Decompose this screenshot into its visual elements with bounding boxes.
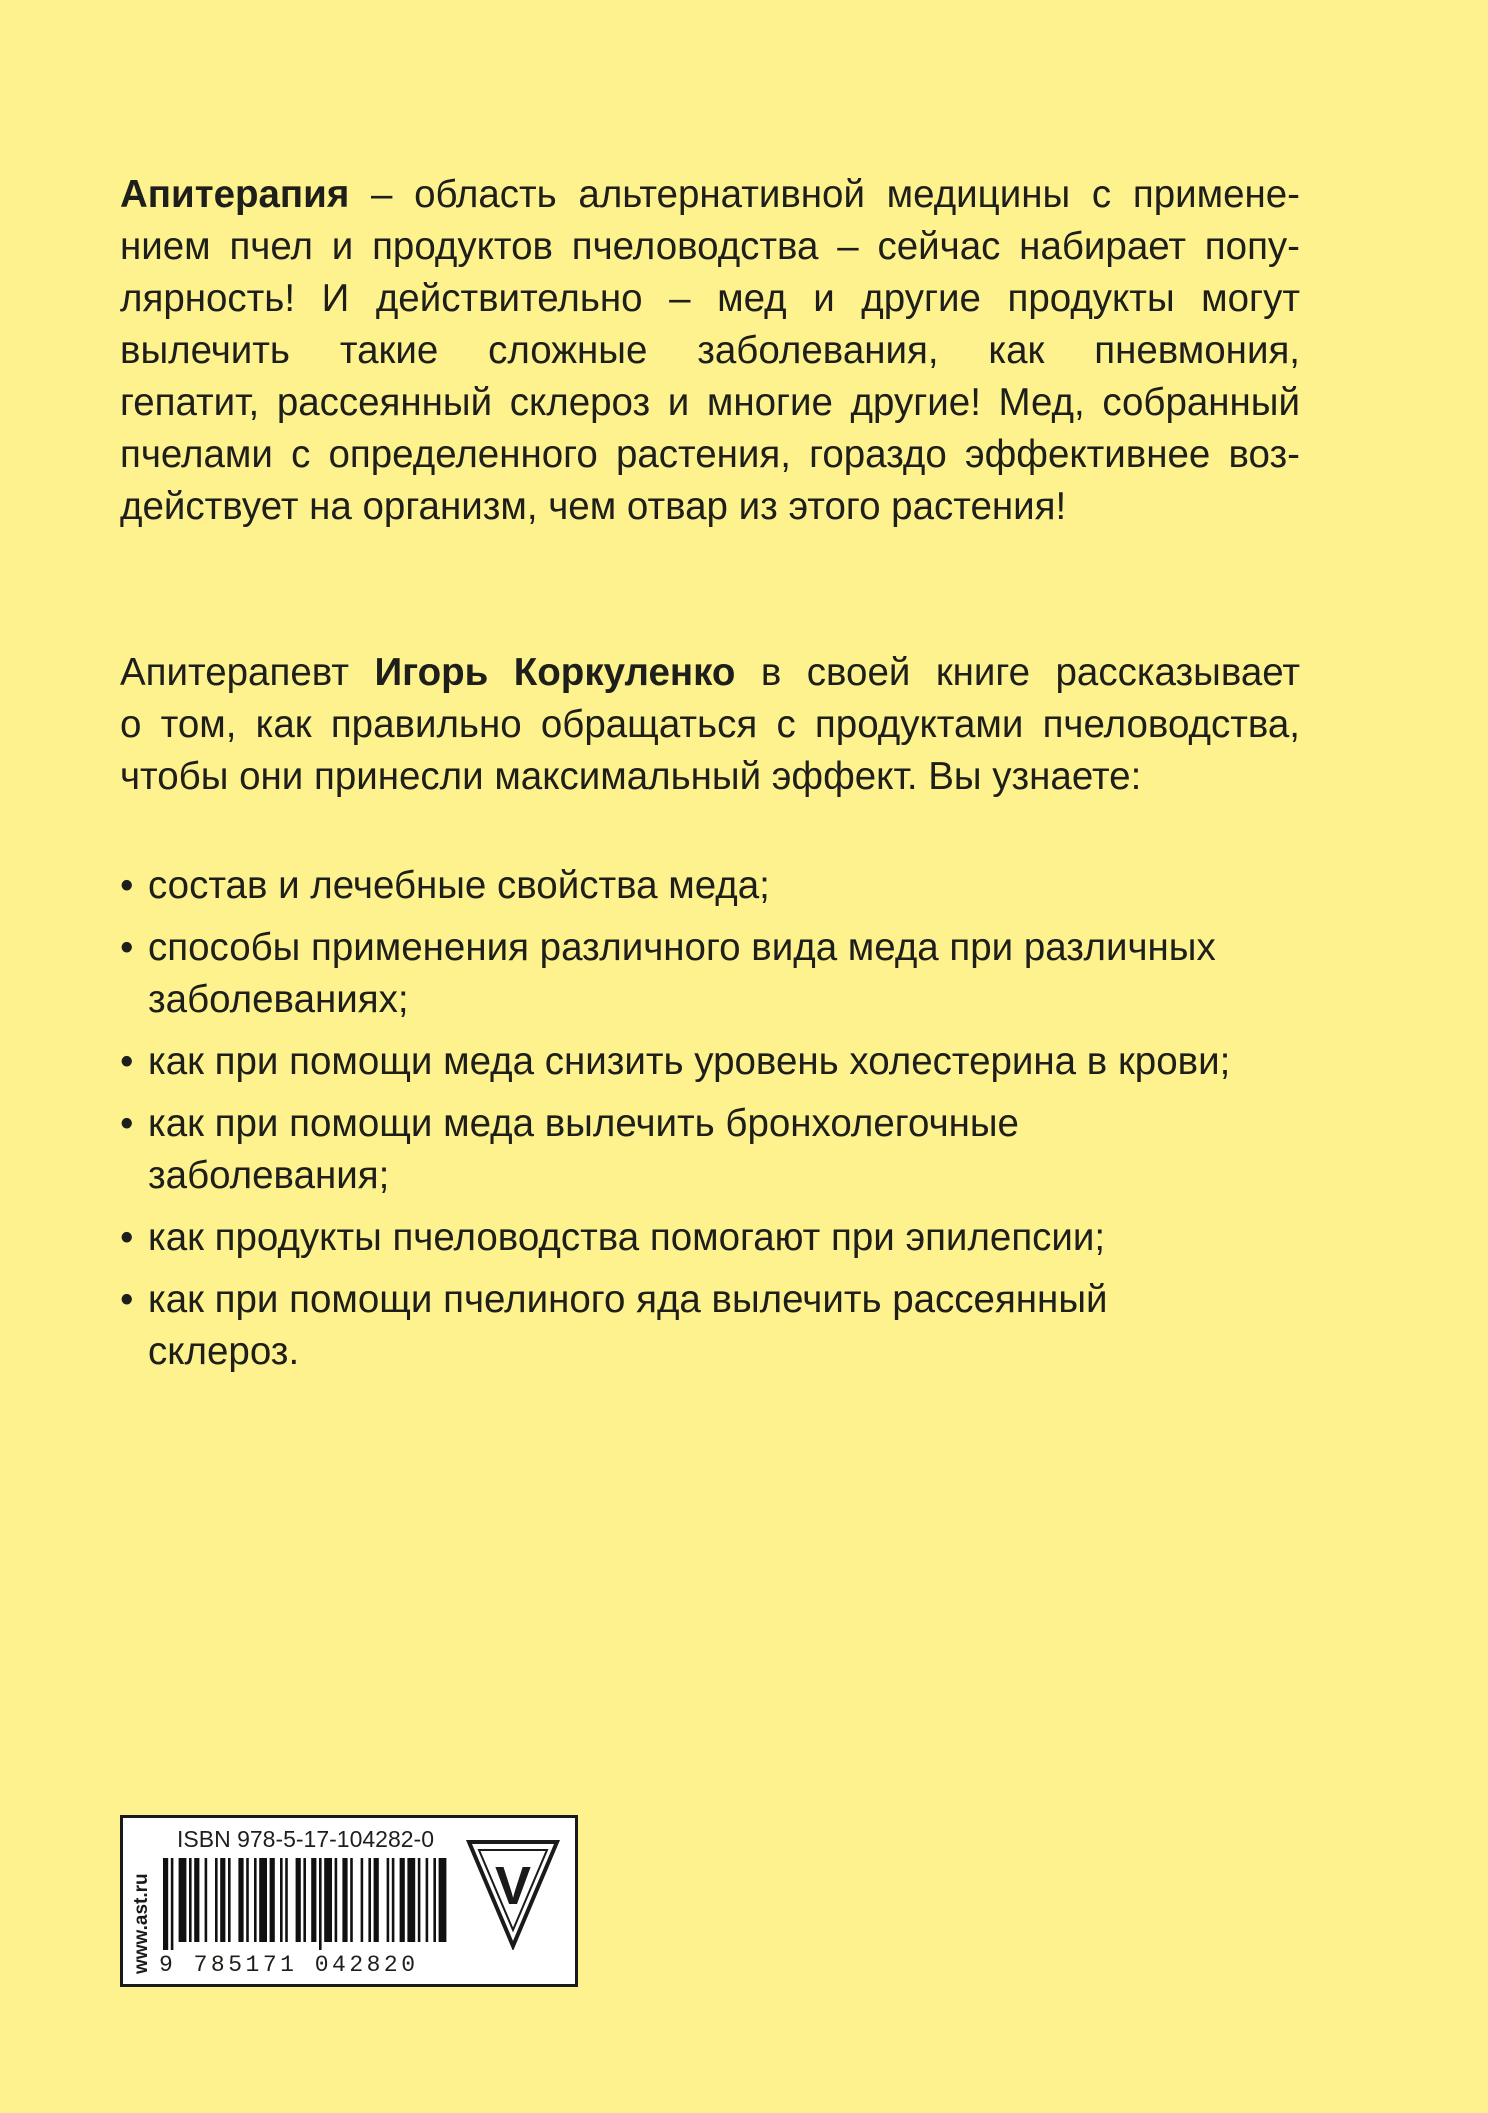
list-item: • как при помощи пчелиного яда вылечить рассеянный склероз.	[120, 1274, 1320, 1378]
bullet-icon: •	[120, 926, 134, 969]
author-paragraph	[120, 647, 1300, 803]
barcode-bar	[426, 1858, 429, 1942]
barcode-bar	[311, 1858, 316, 1942]
bullet-icon: •	[120, 864, 134, 907]
barcode-bar	[189, 1858, 192, 1942]
website-text: www.ast.ru	[131, 1873, 152, 1974]
bullet-icon: •	[120, 1102, 134, 1145]
barcode-bar	[319, 1858, 322, 1950]
description-paragraph	[120, 169, 1300, 533]
barcode-bar	[220, 1858, 225, 1942]
barcode-bar	[361, 1858, 364, 1942]
paragraph-line: Апитерапия – область альтернативной медицины с примене-	[120, 173, 1300, 216]
barcode-bar	[246, 1858, 249, 1942]
barcode-bar	[335, 1858, 338, 1942]
barcode-bar	[254, 1858, 257, 1942]
author-name: Игорь Коркуленко	[374, 651, 736, 694]
barcode-bar	[439, 1858, 447, 1942]
barcode-bar	[418, 1858, 421, 1942]
term-apitherapy: Апитерапия	[120, 173, 350, 216]
barcode-bar	[179, 1858, 187, 1942]
barcode-bar	[205, 1858, 208, 1942]
paragraph-line: нием пчел и продуктов пчеловодства – сейчас набирает попу-	[120, 225, 1300, 268]
isbn-number: ISBN 978-5-17-104282-0	[177, 1826, 434, 1852]
barcode-bar	[342, 1858, 347, 1942]
barcode-bar	[296, 1858, 301, 1942]
barcode-bar	[285, 1858, 288, 1942]
paragraph-line: действует на организм, чем отвар из этого растения!	[120, 485, 1067, 528]
website-url	[131, 1824, 153, 1978]
barcode-bar	[387, 1858, 390, 1942]
list-item: • состав и лечебные свойства меда;	[120, 860, 1320, 912]
barcode-bar	[280, 1858, 283, 1942]
barcode-bar	[259, 1858, 267, 1942]
barcode-bar	[400, 1858, 405, 1942]
barcode-bar	[324, 1858, 332, 1942]
barcode-bars	[159, 1858, 459, 1950]
ean-digits: 9 785171 042820	[159, 1952, 419, 1978]
barcode-bar	[215, 1858, 218, 1942]
list-item: • как при помощи меда снизить уровень холестерина в крови;	[120, 1036, 1320, 1088]
barcode-bar	[194, 1858, 199, 1942]
barcode-bar	[228, 1858, 231, 1942]
bullet-icon: •	[120, 1216, 134, 1259]
barcode-bar	[163, 1858, 168, 1950]
list-item: • способы применения различного вида меда при различных заболеваниях;	[120, 922, 1320, 1026]
isbn-barcode-box	[120, 1815, 578, 1987]
paragraph-line: о том, как правильно обращаться с продуктами пчеловодства,	[120, 703, 1300, 746]
paragraph-line: гепатит, рассеянный склероз и многие другие! Мед, собранный	[120, 381, 1300, 424]
bullet-icon: •	[120, 1040, 134, 1083]
barcode-bar	[238, 1858, 243, 1942]
logo-letter: V	[494, 1856, 532, 1916]
barcode-bar	[433, 1858, 436, 1942]
barcode-bar	[392, 1858, 395, 1942]
barcode-bar	[374, 1858, 379, 1942]
barcode-bar	[368, 1858, 371, 1942]
list-item: • как при помощи меда вылечить бронхолегочные заболевания;	[120, 1098, 1320, 1202]
barcode-bar	[270, 1858, 275, 1942]
paragraph-line: пчелами с определенного растения, гораздо эффективнее воз-	[120, 433, 1300, 476]
topics-list	[120, 860, 1320, 1388]
publisher-logo-icon	[465, 1838, 561, 1950]
paragraph-line: лярность! И действительно – мед и другие продукты могут	[120, 277, 1300, 320]
barcode-bar	[171, 1858, 174, 1950]
paragraph-line: Апитерапевт Игорь Коркуленко в своей книге рассказывает	[120, 651, 1300, 694]
paragraph-line: вылечить такие сложные заболевания, как пневмония,	[120, 329, 1300, 372]
barcode-bar	[350, 1858, 353, 1942]
barcode-bar	[407, 1858, 415, 1942]
bullet-icon: •	[120, 1278, 134, 1321]
list-item: • как продукты пчеловодства помогают при эпилепсии;	[120, 1212, 1320, 1264]
paragraph-line: чтобы они принесли максимальный эффект. Вы узнаете:	[120, 755, 1142, 798]
barcode-bar	[303, 1858, 306, 1942]
